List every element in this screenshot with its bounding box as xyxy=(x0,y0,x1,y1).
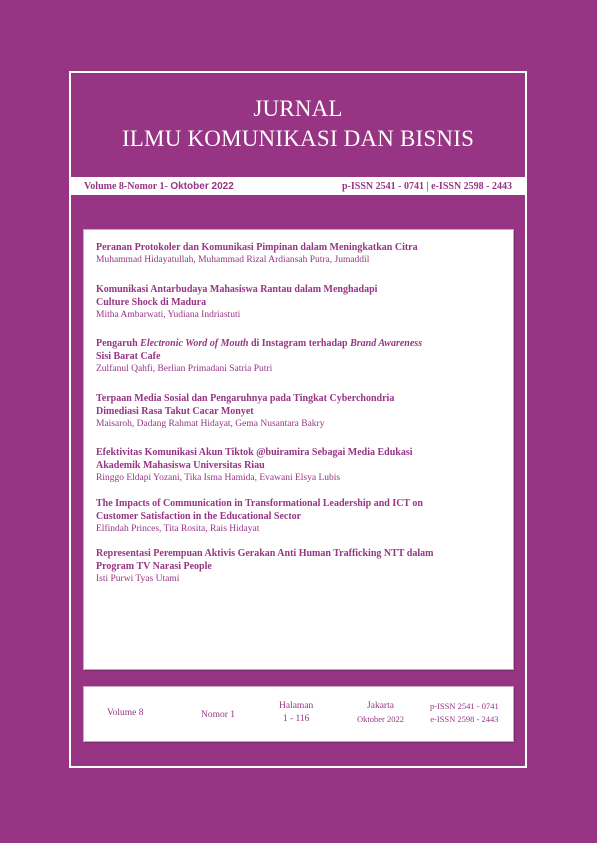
article-title xyxy=(96,497,506,523)
journal-title-line2: ILMU KOMUNIKASI DAN BISNIS xyxy=(121,126,475,151)
article-title: Peranan Protokoler dan Komunikasi Pimpinan dalam Meningkatkan Citra xyxy=(96,242,418,253)
article-title-italic: Brand Awareness xyxy=(350,338,423,349)
article-authors: Ringgo Eldapi Yozani, Tika Isma Hamida, Evawani Elsya Lubis xyxy=(96,473,341,483)
article-title xyxy=(96,283,506,309)
issue-footer xyxy=(83,686,514,742)
footer-issn xyxy=(430,700,499,726)
article-item xyxy=(96,446,506,485)
article-title-line2: Dimediasi Rasa Takut Cacar Monyet xyxy=(96,406,254,417)
issn-label: p-ISSN 2541 - 0741 | e-ISSN 2598 - 2443 xyxy=(342,181,512,192)
article-title-line1: Representasi Perempuan Aktivis Gerakan Anti Human Trafficking NTT dalam xyxy=(96,548,434,559)
article-title-italic: Electronic Word of Mouth xyxy=(140,338,249,349)
article-authors: Isti Purwi Tyas Utami xyxy=(96,574,180,584)
article-title-line2: Program TV Narasi People xyxy=(96,561,212,572)
article-item xyxy=(96,497,506,536)
article-item xyxy=(96,547,506,586)
article-title xyxy=(96,337,506,363)
article-title-line1 xyxy=(96,337,506,350)
volume-issue-label: Volume 8-Nomor 1- xyxy=(84,181,168,192)
footer-e-issn: e-ISSN 2598 - 2443 xyxy=(430,714,499,724)
article-title-line1: The Impacts of Communication in Transformational Leadership and ICT on xyxy=(96,498,423,509)
article-authors: Maisaroh, Dadang Rahmat Hidayat, Gema Nusantara Bakry xyxy=(96,419,325,429)
article-authors: Muhammad Hidayatullah, Muhammad Rizal Ardiansah Putra, Jumaddil xyxy=(96,255,370,265)
footer-pages xyxy=(279,700,313,726)
article-title xyxy=(96,547,506,573)
article-title-line2: Customer Satisfaction in the Educational Sector xyxy=(96,511,302,522)
issue-info-bar xyxy=(71,175,525,197)
footer-issue: Nomor 1 xyxy=(201,710,236,720)
journal-title-line1: JURNAL xyxy=(253,96,343,121)
footer-date: Oktober 2022 xyxy=(357,714,404,724)
footer-city: Jakarta xyxy=(367,701,394,711)
footer-pages-range: 1 - 116 xyxy=(282,714,310,724)
article-title xyxy=(96,392,506,418)
article-authors: Mitha Ambarwati, Yudiana Indriastuti xyxy=(96,310,241,320)
article-title-line2: Culture Shock di Madura xyxy=(96,297,207,308)
issue-info-left xyxy=(84,181,234,192)
article-title-part: Pengaruh xyxy=(96,338,141,349)
footer-p-issn: p-ISSN 2541 - 0741 xyxy=(430,701,499,711)
article-authors: Zulfanul Qahfi, Berlian Primadani Satria Putri xyxy=(96,364,273,374)
footer-volume: Volume 8 xyxy=(107,708,144,718)
article-item xyxy=(96,337,506,376)
article-authors: Elfindah Princes, Tita Rosita, Rais Hidayat xyxy=(96,524,260,534)
article-title-line1: Terpaan Media Sosial dan Pengaruhnya pada Tingkat Cyberchondria xyxy=(96,393,395,404)
footer-pages-label: Halaman xyxy=(279,701,314,711)
journal-title xyxy=(69,94,527,154)
article-title-line1: Efektivitas Komunikasi Akun Tiktok @buiramira Sebagai Media Edukasi xyxy=(96,447,413,458)
table-of-contents xyxy=(83,229,514,670)
article-item xyxy=(96,241,506,267)
article-title-part: di Instagram terhadap xyxy=(248,338,351,349)
footer-place-date xyxy=(357,700,404,726)
article-title-line2: Akademik Mahasiswa Universitas Riau xyxy=(96,460,265,471)
article-title-line2: Sisi Barat Cafe xyxy=(96,351,161,362)
article-title-line1: Komunikasi Antarbudaya Mahasiswa Rantau dalam Menghadapi xyxy=(96,284,378,295)
article-title xyxy=(96,446,506,472)
article-item xyxy=(96,283,506,322)
article-item xyxy=(96,392,506,431)
issue-month-year: Oktober 2022 xyxy=(170,181,234,192)
